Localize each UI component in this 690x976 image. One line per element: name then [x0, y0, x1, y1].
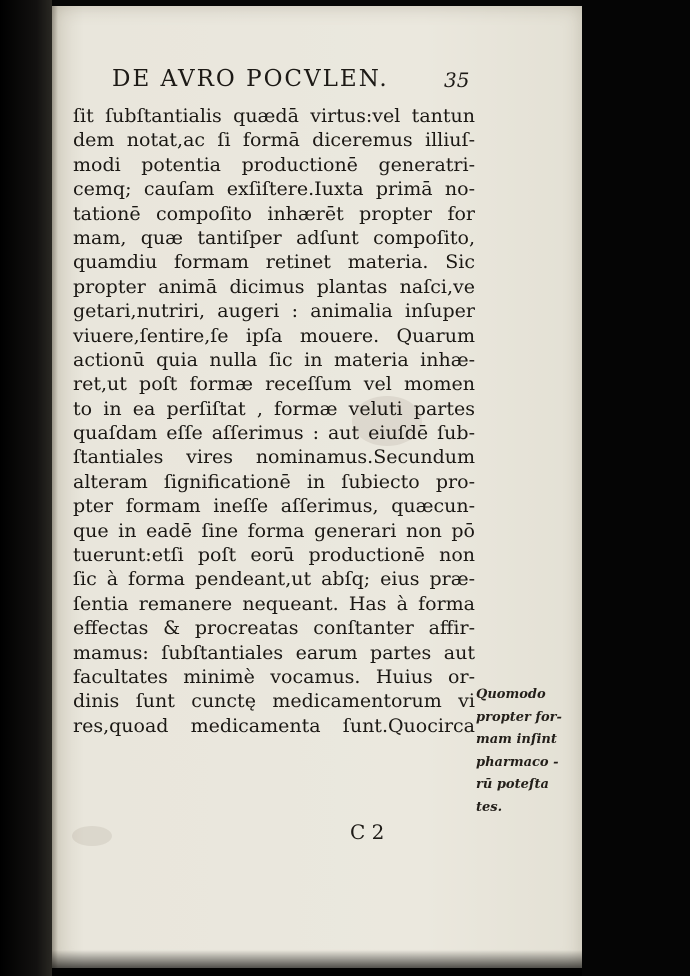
page-number: 35 [444, 68, 470, 92]
text-line: cemq; cauſam exſiſtere.Iuxta primā no- [73, 178, 475, 201]
marginal-note [476, 684, 576, 819]
text-line: dem notat,ac ſi formā diceremus illiuſ- [73, 129, 475, 152]
running-head [112, 66, 472, 100]
text-line: ſit ſubſtantialis quædā virtus:vel tantun [73, 105, 475, 127]
printer-signature-mark: C 2 [350, 820, 385, 844]
text-line: viuere,ſentire,ſe ipſa mouere. Quarum [73, 324, 475, 347]
text-line: modi potentia productionē generatri- [73, 153, 475, 176]
marginal-line: Quomodo [476, 687, 546, 702]
text-line: mam, quæ tantiſper adſunt compoſito, [73, 226, 475, 249]
marginal-line: propter for- [476, 709, 562, 725]
text-line: to in ea perſiſtat , formæ veluti partes [73, 397, 475, 420]
marginal-line: tes. [476, 799, 503, 815]
text-line: tationē compoſito inhærēt propter for [73, 202, 475, 225]
text-line: quaſdam eſſe aſſerimus : aut eiuſdē ſub- [73, 422, 475, 445]
text-line: mamus: ſubſtantiales earum partes aut [73, 641, 475, 664]
marginal-line: rū poteſta [476, 777, 549, 792]
text-line: getari,nutriri, augeri : animalia inſuper [73, 300, 475, 323]
paper-stain [72, 826, 112, 846]
text-line: que in eadē ſine forma generari non pō [73, 519, 475, 542]
marginal-line: pharmaco - [476, 754, 559, 770]
text-line: ſic à forma pendeant,ut abſq; eius præ- [73, 568, 475, 591]
scan-background [582, 0, 690, 976]
text-line: alteram ſignificationē in ſubiecto pro- [73, 470, 475, 493]
text-line: propter animā dicimus plantas naſci,ve [73, 275, 475, 298]
text-line: effectas & procreatas conſtanter affir- [73, 617, 475, 640]
text-line: ret,ut poſt formæ receſſum vel momen [73, 373, 475, 396]
text-line: dinis ſunt cunctę medicamentorum vi [73, 690, 475, 713]
marginal-line: mam inſint [476, 732, 557, 747]
running-head-title: DE AVRO POCVLEN. [112, 66, 389, 92]
text-line: tuerunt:etſi poſt eorū productionē non [73, 544, 475, 567]
text-line: quamdiu formam retinet materia. Sic [73, 251, 475, 274]
text-line: ſtantiales vires nominamus.Secundum [73, 446, 475, 469]
page-gutter-shadow [52, 6, 58, 968]
text-line: ſentia remanere nequeant. Has à forma [73, 592, 475, 615]
book-binding-edge [0, 0, 52, 976]
body-text [73, 104, 475, 738]
text-line: facultates minimè vocamus. Huius or- [73, 665, 475, 688]
text-line: actionū quia nulla ſic in materia inhæ- [73, 348, 475, 371]
text-line: pter formam ineſſe aſſerimus, quæcun- [73, 495, 475, 518]
page-bottom-shadow [52, 950, 582, 976]
text-line: res,quoad medicamenta ſunt.Quocirca [73, 714, 475, 737]
